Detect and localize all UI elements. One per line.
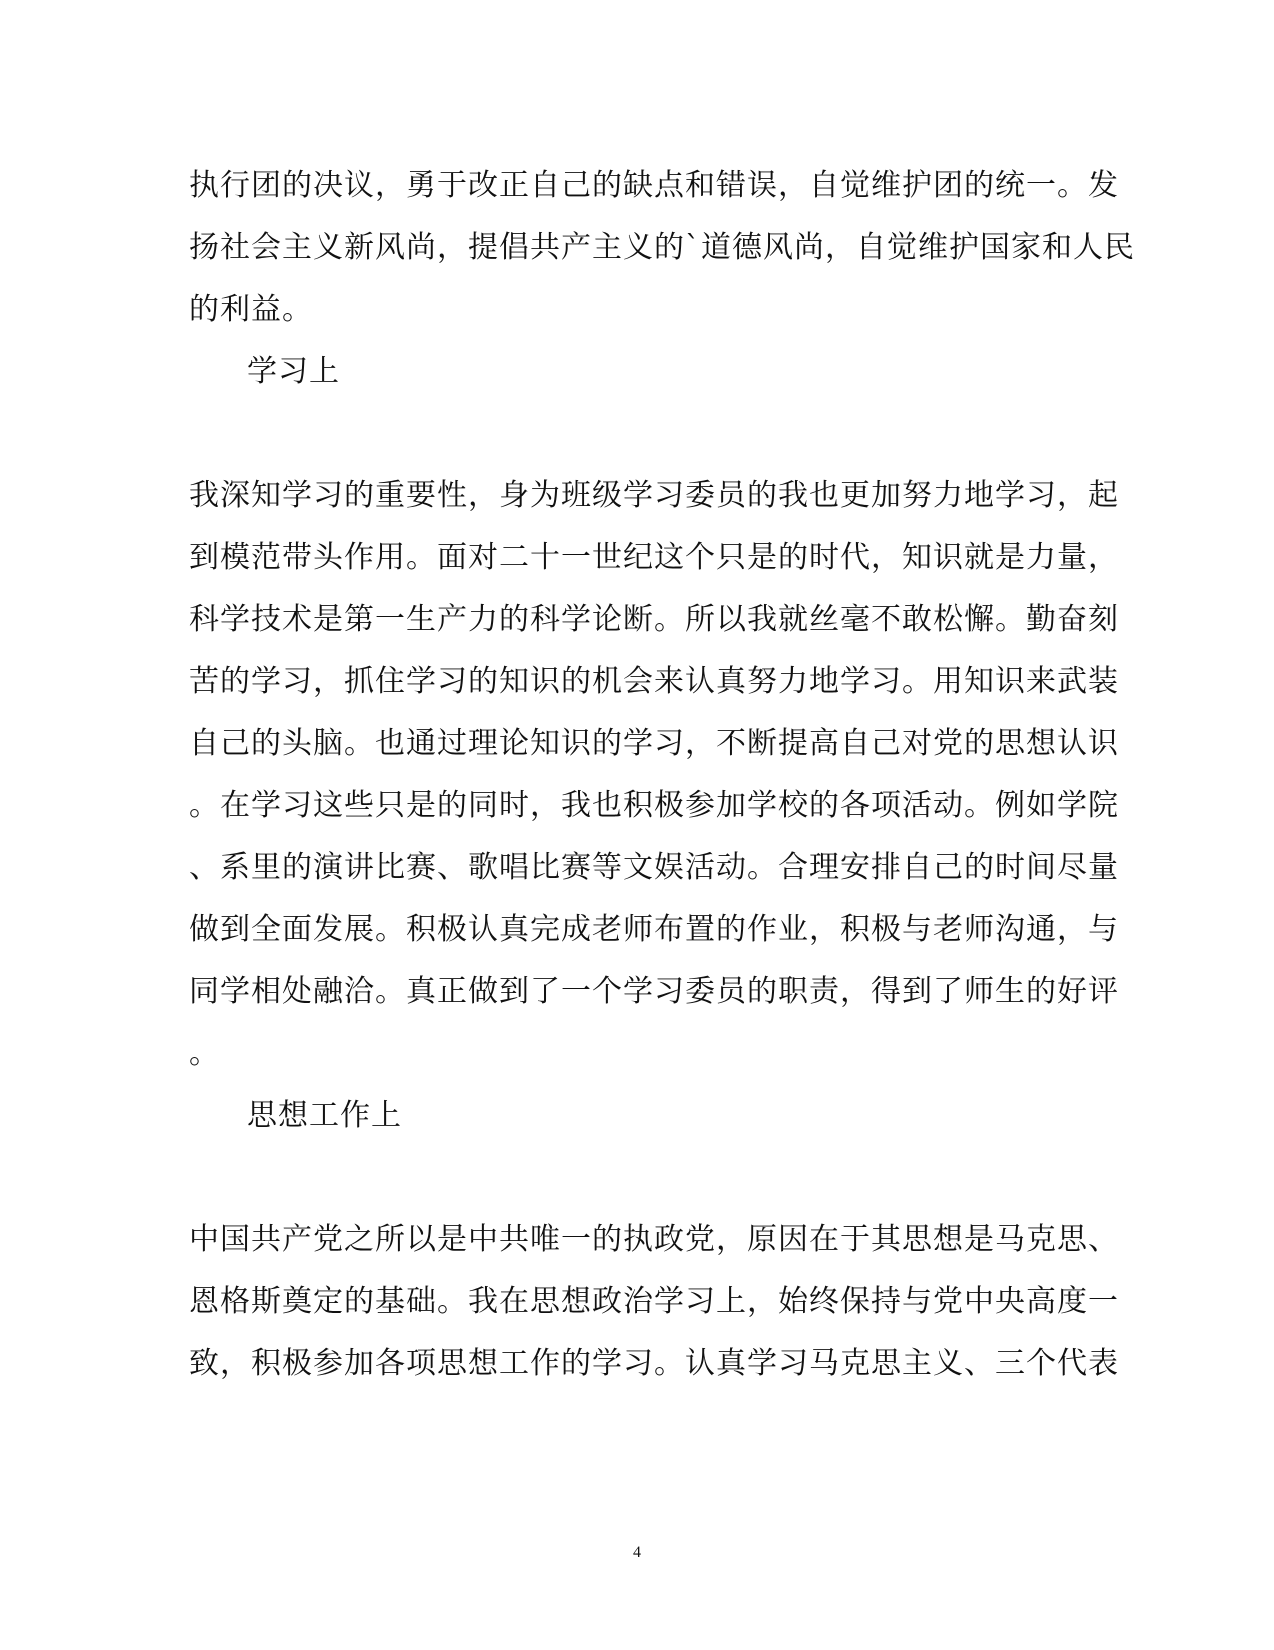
paragraph-line: 恩格斯奠定的基础。我在思想政治学习上，始终保持与党中央高度一 (189, 1284, 1119, 1319)
paragraph-line: 做到全面发展。积极认真完成老师布置的作业，积极与老师沟通，与 (189, 912, 1119, 947)
paragraph-line: 我深知学习的重要性，身为班级学习委员的我也更加努力地学习，起 (189, 478, 1119, 513)
paragraph-line: 到模范带头作用。面对二十一世纪这个只是的时代，知识就是力量， (189, 540, 1119, 575)
paragraph-line: 自己的头脑。也通过理论知识的学习，不断提高自己对党的思想认识 (189, 726, 1119, 761)
paragraph-line: 扬社会主义新风尚，提倡共产主义的`道德风尚，自觉维护国家和人民 (189, 230, 1135, 265)
paragraph-line: 同学相处融洽。真正做到了一个学习委员的职责，得到了师生的好评 (189, 974, 1119, 1009)
paragraph-line: 中国共产党之所以是中共唯一的执政党，原因在于其思想是马克思、 (189, 1222, 1119, 1257)
paragraph-line: 科学技术是第一生产力的科学论断。所以我就丝毫不敢松懈。勤奋刻 (189, 602, 1119, 637)
paragraph-line: 执行团的决议，勇于改正自己的缺点和错误，自觉维护团的统一。发 (189, 168, 1119, 203)
page-number: 4 (633, 1544, 641, 1561)
paragraph-line: 。 (189, 1036, 220, 1071)
paragraph-line: 的利益。 (189, 292, 313, 327)
section-heading-study: 学习上 (247, 354, 340, 389)
paragraph-line: 致，积极参加各项思想工作的学习。认真学习马克思主义、三个代表 (189, 1346, 1119, 1381)
paragraph-line: 、系里的演讲比赛、歌唱比赛等文娱活动。合理安排自己的时间尽量 (189, 850, 1119, 885)
paragraph-line: 。在学习这些只是的同时，我也积极参加学校的各项活动。例如学院 (189, 788, 1119, 823)
paragraph-line: 苦的学习，抓住学习的知识的机会来认真努力地学习。用知识来武装 (189, 664, 1119, 699)
section-heading-thought: 思想工作上 (247, 1098, 402, 1133)
